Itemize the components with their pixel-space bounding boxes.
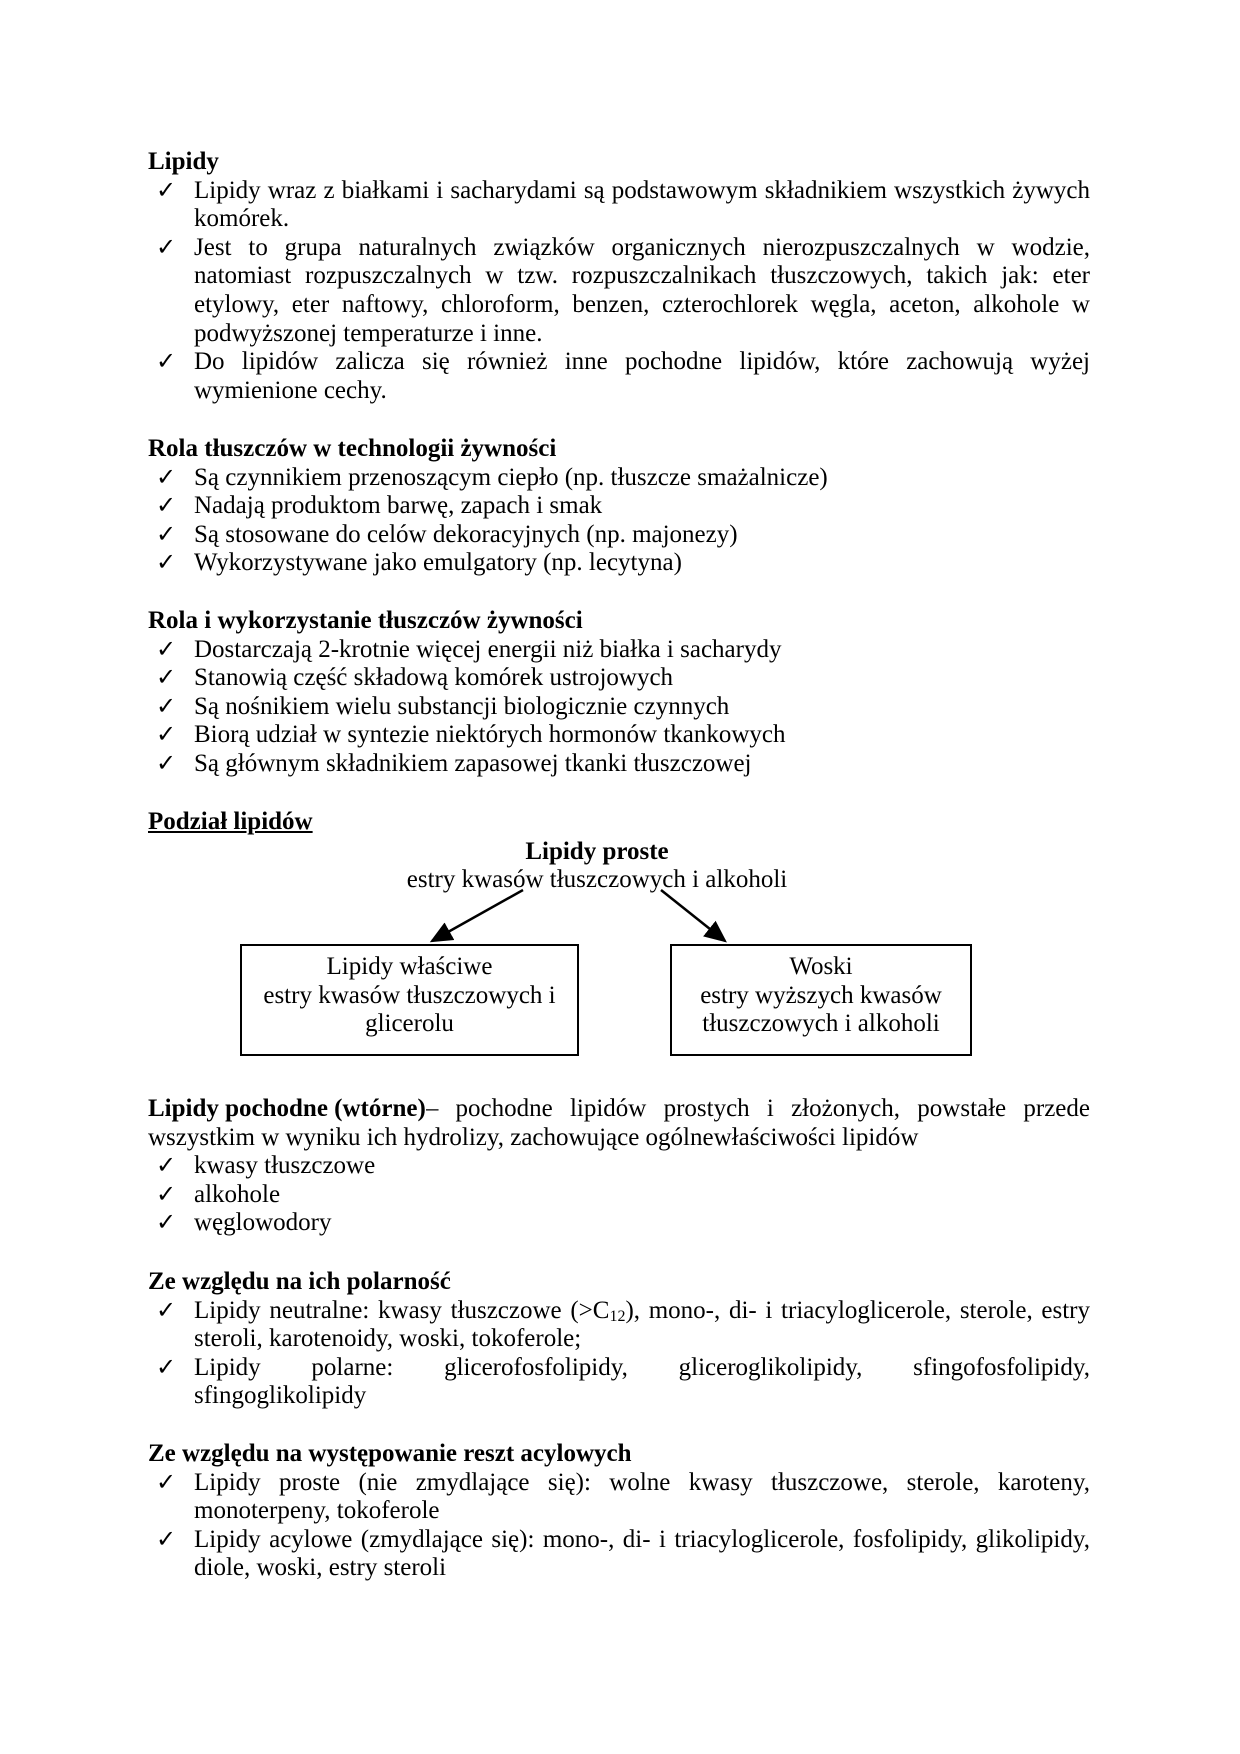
section-pochodne: [148, 1095, 1090, 1238]
heading-podzial: Podział lipidów: [148, 808, 313, 835]
arrow-left: [432, 890, 523, 941]
list-item: [148, 1209, 1090, 1238]
checkmark-icon: ✓: [156, 750, 177, 777]
line: Lipidy polarne: glicerofosfolipidy, gliceroglikolipidy, sfingofosfolipidy,: [194, 1353, 1090, 1381]
heading-lipidy: Lipidy: [148, 148, 219, 175]
item-text: Są czynnikiem przenoszącym ciepło (np. tłuszcze smażalnicze): [194, 463, 828, 491]
list-item: [148, 1526, 1090, 1583]
checkmark-icon: ✓: [156, 636, 177, 663]
line: diole, woski, estry steroli: [194, 1554, 447, 1582]
item-text: Dostarczają 2-krotnie więcej energii niż białka i sacharydy: [194, 635, 782, 663]
list-item: [148, 1181, 1090, 1210]
box-title: Lipidy właściwe: [326, 953, 493, 980]
line: Jest to grupa naturalnych związków organicznych nierozpuszczalnych w wodzie,: [194, 233, 1090, 261]
checkmark-icon: ✓: [156, 722, 177, 749]
checkmark-icon: ✓: [156, 665, 177, 692]
line: komórek.: [194, 205, 290, 233]
diagram-box-lipidy-wlasciwe: [240, 944, 579, 1056]
checkmark-icon: ✓: [156, 1210, 177, 1237]
pochodne-line1: [148, 1095, 1090, 1124]
item-text: kwasy tłuszczowe: [194, 1152, 376, 1180]
item-text: węglowodory: [194, 1209, 332, 1237]
checkmark-icon: ✓: [156, 493, 177, 520]
item-text: Nadają produktom barwę, zapach i smak: [194, 492, 603, 520]
checkmark-icon: ✓: [156, 521, 177, 548]
subscript: 12: [609, 1307, 626, 1325]
checkmark-icon: ✓: [156, 693, 177, 720]
checkmark-icon: ✓: [156, 1469, 177, 1496]
diagram-root-desc: estry kwasów tłuszczowych i alkoholi: [406, 866, 788, 893]
heading-polarnosc: Ze względu na ich polarność: [148, 1268, 451, 1295]
item-text: Wykorzystywane jako emulgatory (np. lecytyna): [194, 549, 682, 577]
definition-line2: wszystkim w wyniku ich hydrolizy, zachowujące ogólnewłaściwości lipidów: [148, 1123, 919, 1151]
diagram-root-title: Lipidy proste: [525, 838, 669, 865]
term: Lipidy pochodne (wtórne): [148, 1095, 426, 1122]
item-text: Są nośnikiem wielu substancji biologicznie czynnych: [194, 692, 730, 720]
list-item: [148, 1152, 1090, 1181]
arrow-right: [661, 890, 725, 941]
checkmark-icon: ✓: [156, 349, 177, 376]
item-text: Są głównym składnikiem zapasowej tkanki tłuszczowej: [194, 749, 752, 777]
checkmark-icon: ✓: [156, 234, 177, 261]
box-line: estry kwasów tłuszczowych i: [263, 981, 556, 1009]
text: Lipidy neutralne: kwasy tłuszczowe (>C: [194, 1296, 610, 1324]
line: Do lipidów zalicza się również inne pochodne lipidów, które zachowują wyżej: [194, 348, 1090, 376]
box-line: estry wyższych kwasów: [700, 981, 942, 1009]
line: natomiast rozpuszczalnych w tzw. rozpuszczalnikach tłuszczowych, takich jak: eter: [194, 262, 1090, 290]
section-polarnosc: [148, 1268, 1090, 1411]
list-item: [148, 1297, 1090, 1354]
line: podwyższonej temperaturze i inne.: [194, 319, 543, 347]
line: Lipidy proste (nie zmydlające się): wolne kwasy tłuszczowe, sterole, karoteny,: [194, 1468, 1090, 1496]
line: etylowy, eter naftowy, chloroform, benzen, czterochlorek węgla, aceton, alkohole w: [194, 290, 1090, 318]
line: Lipidy wraz z białkami i sacharydami są podstawowym składnikiem wszystkich żywych: [194, 176, 1090, 204]
item-text: Biorą udział w syntezie niektórych hormonów tkankowych: [194, 721, 786, 749]
list-item: [148, 1354, 1090, 1411]
checkmark-icon: ✓: [156, 1354, 177, 1381]
item-text: Stanowią część składową komórek ustrojowych: [194, 664, 674, 692]
line: monoterpeny, tokoferole: [194, 1497, 440, 1525]
heading-rola-wykorzystanie: Rola i wykorzystanie tłuszczów żywności: [148, 607, 583, 634]
box-title: Woski: [789, 953, 853, 980]
heading-rola-technologia: Rola tłuszczów w technologii żywności: [148, 435, 557, 462]
section-acylowe: [148, 1440, 1090, 1583]
checkmark-icon: ✓: [156, 550, 177, 577]
line: sfingoglikolipidy: [194, 1382, 367, 1410]
list-item: [148, 1469, 1090, 1526]
checkmark-icon: ✓: [156, 1526, 177, 1553]
line: steroli, karotenoidy, woski, tokoferole;: [194, 1325, 582, 1353]
item-text: alkohole: [194, 1180, 281, 1208]
heading-acylowe: Ze względu na występowanie reszt acylowych: [148, 1440, 632, 1467]
line: wymienione cechy.: [194, 376, 387, 404]
definition: – pochodne lipidów prostych i złożonych, powstałe przede: [425, 1095, 1090, 1122]
box-line: tłuszczowych i alkoholi: [702, 1010, 940, 1038]
checkmark-icon: ✓: [156, 177, 177, 204]
checkmark-icon: ✓: [156, 1297, 177, 1324]
line: [194, 1297, 1090, 1326]
checkmark-icon: ✓: [156, 1181, 177, 1208]
diagram-box-woski: [670, 944, 972, 1056]
checkmark-icon: ✓: [156, 464, 177, 491]
checkmark-icon: ✓: [156, 1153, 177, 1180]
text: ), mono-, di- i triacyloglicerole, sterole, estry: [625, 1296, 1090, 1324]
line: Lipidy acylowe (zmydlające się): mono-, di- i triacyloglicerole, fosfolipidy, glikolipidy,: [194, 1525, 1090, 1553]
box-line: glicerolu: [365, 1010, 454, 1038]
item-text: Są stosowane do celów dekoracyjnych (np. majonezy): [194, 520, 738, 548]
